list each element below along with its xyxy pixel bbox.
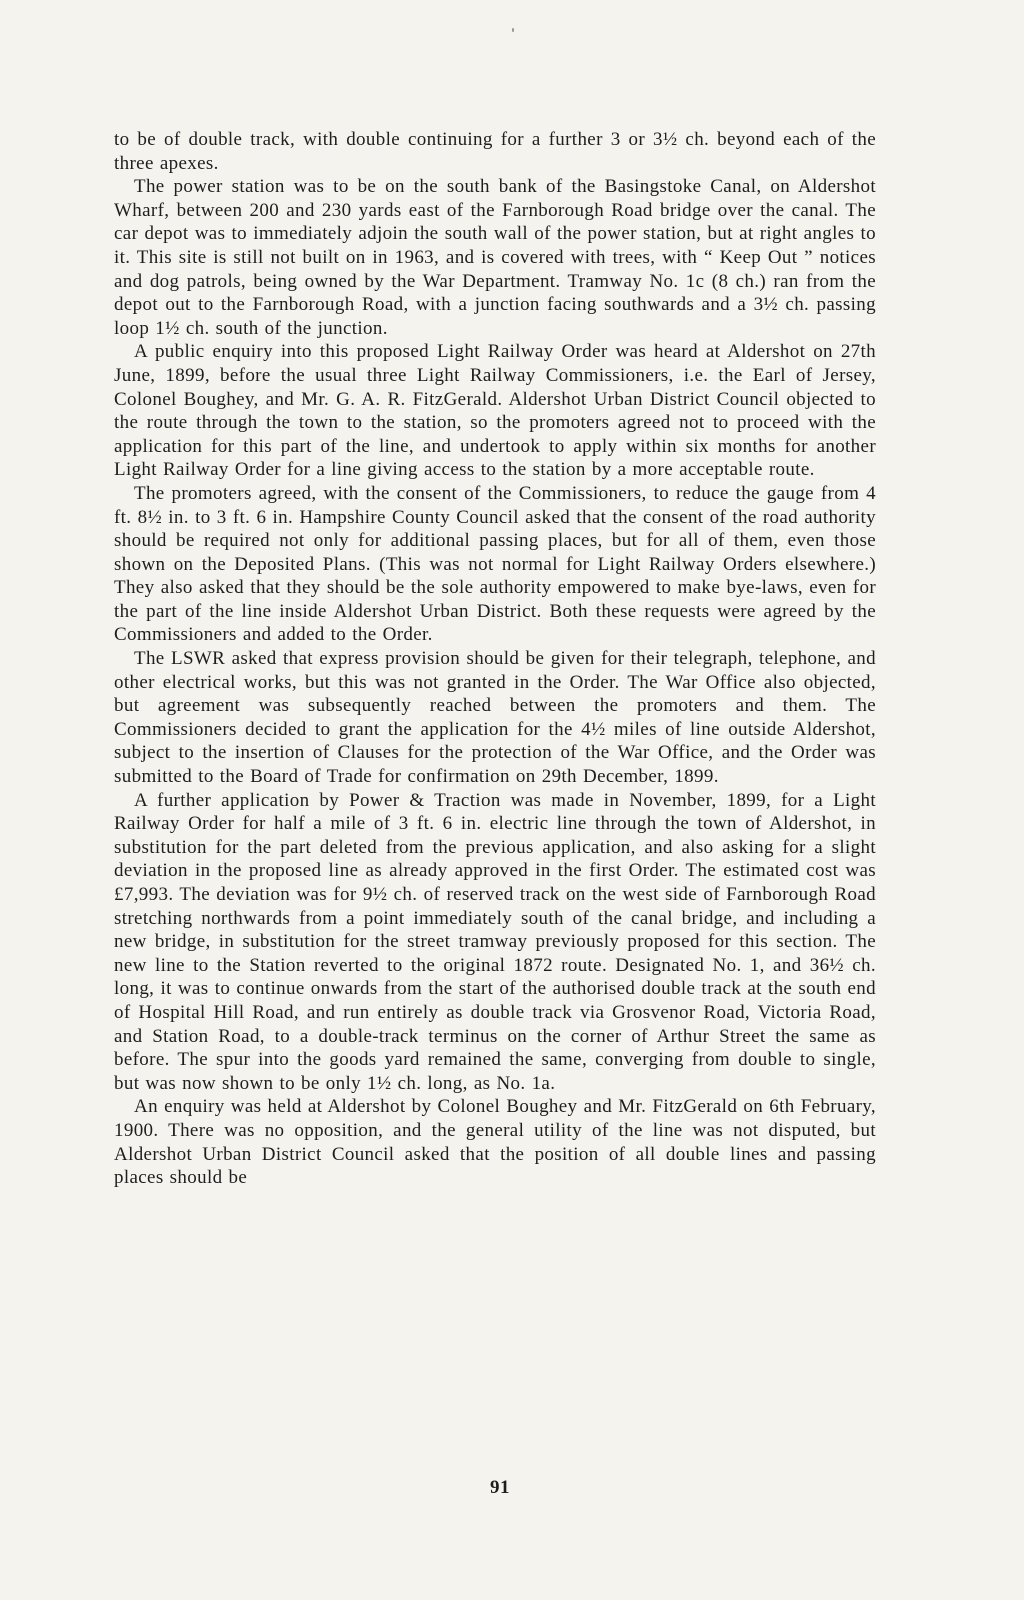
paragraph: The promoters agreed, with the consent of the Commissioners, to reduce the gauge from 4 ft. 8½ in. to 3 ft. 6 in. Hampshire County Council asked that the consent of the road authority should be required not only for additional passing places, but for all of them, even those shown on the Deposited Plans. (This was not normal for Light Railway Orders elsewhere.) They also asked that they should be the sole authority empowered to make bye-laws, even for the part of the line inside Aldershot Urban District. Both these requests were agreed by the Commissioners and added to the Order. bbox=[114, 482, 876, 646]
paragraph: to be of double track, with double continuing for a further 3 or 3½ ch. beyond each of the three apexes. bbox=[114, 129, 876, 174]
scan-speck bbox=[512, 28, 514, 32]
paragraph: An enquiry was held at Aldershot by Colonel Boughey and Mr. FitzGerald on 6th February, 1900. There was no opposition, and the general utility of the line was not disputed, but Aldershot Urban District Council asked that the position of all double lines and passing places should be bbox=[114, 1096, 876, 1189]
paragraph: A further application by Power & Traction was made in November, 1899, for a Light Railway Order for half a mile of 3 ft. 6 in. electric line through the town of Aldershot, in substitution for the part deleted from the previous application, and also asking for a slight deviation in the proposed line as already approved in the first Order. The estimated cost was £7,993. The deviation was for 9½ ch. of reserved track on the west side of Farnborough Road stretching northwards from a point immediately south of the canal bridge, and including a new bridge, in substitution for the street tramway previously proposed for this section. The new line to the Station reverted to the original 1872 route. Designated No. 1, and 36½ ch. long, it was to continue onwards from the start of the authorised double track at the south end of Hospital Hill Road, and run entirely as double track via Grosvenor Road, Victoria Road, and Station Road, to a double-track terminus on the corner of Arthur Street the same as before. The spur into the goods yard remained the same, converging from double to single, but was now shown to be only 1½ ch. long, as No. 1a. bbox=[114, 789, 876, 1094]
paragraph: A public enquiry into this proposed Light Railway Order was heard at Aldershot on 27th June, 1899, before the usual three Light Railway Commissioners, i.e. the Earl of Jersey, Colonel Boughey, and Mr. G. A. R. FitzGerald. Aldershot Urban District Council objected to the route through the town to the station, so the promoters agreed not to proceed with the application for this part of the line, and undertook to apply within six months for another Light Railway Order for a line giving access to the station by a more acceptable route. bbox=[114, 341, 876, 481]
page-number: 91 bbox=[490, 1477, 510, 1498]
page-body bbox=[114, 128, 876, 1190]
paragraph: The LSWR asked that express provision should be given for their telegraph, telephone, and other electrical works, but this was not granted in the Order. The War Office also objected, but agreement was subsequently reached between the promoters and them. The Commissioners decided to grant the application for the 4½ miles of line outside Aldershot, subject to the insertion of Clauses for the protection of the War Office, and the Order was submitted to the Board of Trade for confirmation on 29th December, 1899. bbox=[114, 648, 876, 788]
paragraph: The power station was to be on the south bank of the Basingstoke Canal, on Aldershot Wharf, between 200 and 230 yards east of the Farnborough Road bridge over the canal. The car depot was to immediately adjoin the south wall of the power station, but at right angles to it. This site is still not built on in 1963, and is covered with trees, with “ Keep Out ” notices and dog patrols, being owned by the War Department. Tramway No. 1c (8 ch.) ran from the depot out to the Farnborough Road, with a junction facing southwards and a 3½ ch. passing loop 1½ ch. south of the junction. bbox=[114, 176, 876, 339]
